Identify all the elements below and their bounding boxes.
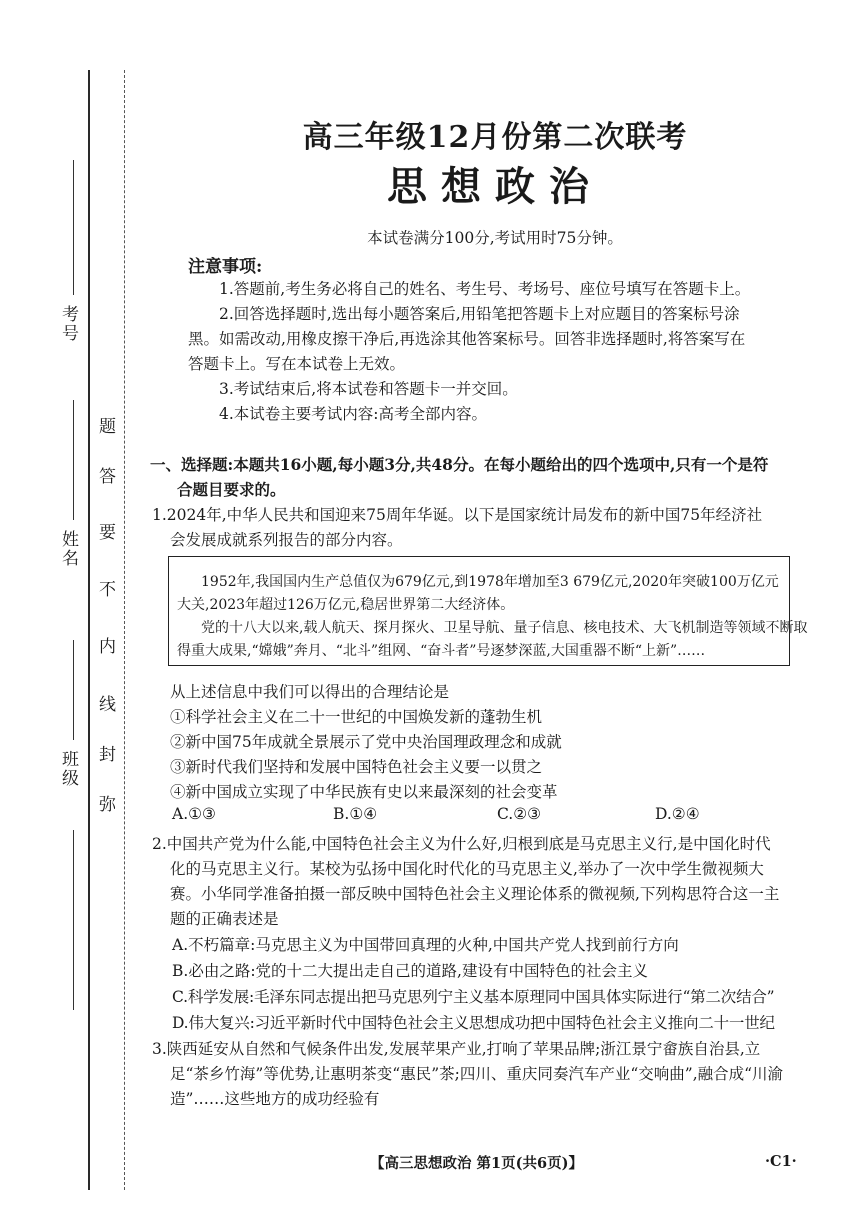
notice-line: 4.本试卷主要考试内容:高考全部内容。 <box>219 405 488 423</box>
notice-line: 2.回答选择题时,选出每小题答案后,用铅笔把答题卡上对应题目的答案标号涂 <box>219 305 740 323</box>
binding-dashed-line <box>124 70 125 1190</box>
q2-option-b: B.必由之路:党的十二大提出走自己的道路,建设有中国特色的社会主义 <box>172 962 648 980</box>
q2-stem: 2.中国共产党为什么能,中国特色社会主义为什么好,归根到底是马克思主义行,是中国化时代 <box>152 835 771 853</box>
q1-material-box <box>168 556 808 666</box>
material-line: 大关,2023年超过126万亿元,稳居世界第二大经济体。 <box>177 597 515 613</box>
q1-item: ④新中国成立实现了中华民族有史以来最深刻的社会变革 <box>170 783 558 801</box>
section-heading-cont: 合题目要求的。 <box>177 480 286 499</box>
q2-option-a: A.不朽篇章:马克思主义为中国带回真理的火种,中国共产党人找到前行方向 <box>172 936 679 954</box>
q1-option-c: C.②③ <box>497 805 542 823</box>
q3-stem: 3.陕西延安从自然和气候条件出发,发展苹果产业,打响了苹果品牌;浙江景宁畲族自治县,立 <box>152 1040 761 1058</box>
exam-meta: 本试卷满分100分,考试用时75分钟。 <box>367 229 623 247</box>
notice-line: 3.考试结束后,将本试卷和答题卡一并交回。 <box>219 380 518 398</box>
q2-option-c: C.科学发展:毛泽东同志提出把马克思列宁主义基本原理同中国具体实际进行“第二次结合” <box>172 988 775 1006</box>
seal-char: 内 <box>99 637 116 657</box>
paper-code: ·C1· <box>765 1153 797 1170</box>
q1-option-b: B.①④ <box>333 805 378 823</box>
name-label: 姓名 <box>58 530 78 568</box>
q1-item: ①科学社会主义在二十一世纪的中国焕发新的蓬勃生机 <box>170 708 543 726</box>
q1-item: ③新时代我们坚持和发展中国特色社会主义要一以贯之 <box>170 758 543 776</box>
q1-option-d: D.②④ <box>655 805 700 823</box>
notice-line: 1.答题前,考生务必将自己的姓名、考生号、考场号、座位号填写在答题卡上。 <box>219 280 751 298</box>
class-field <box>73 640 74 740</box>
seal-char: 要 <box>99 523 116 543</box>
seal-char: 不 <box>99 580 116 600</box>
q3-stem: 造”……这些地方的成功经验有 <box>170 1090 380 1108</box>
material-line: 得重大成果,“嫦娥”奔月、“北斗”组网、“奋斗者”号逐梦深蓝,大国重器不断“上新”…… <box>177 643 706 659</box>
q2-stem: 题的正确表述是 <box>170 910 279 928</box>
q1-stem-cont: 会发展成就系列报告的部分内容。 <box>170 531 403 549</box>
class-field-lower <box>73 830 74 1010</box>
material-line: 1952年,我国国内生产总值仅为679亿元,到1978年增加至3 679亿元,2020年突破100万亿元 <box>201 574 779 590</box>
q1-item: ②新中国75年成就全景展示了党中央治国理政理念和成就 <box>170 733 562 751</box>
seal-char: 题 <box>99 417 116 437</box>
class-label: 班级 <box>58 750 78 788</box>
subject-title: 思想政治 <box>387 163 603 210</box>
q1-prompt: 从上述信息中我们可以得出的合理结论是 <box>170 683 450 701</box>
section-heading: 一、选择题:本题共16小题,每小题3分,共48分。在每小题给出的四个选项中,只有一个是符 <box>150 455 769 474</box>
q1-option-a: A.①③ <box>172 805 216 823</box>
page-info: 【高三思想政治 第1页(共6页)】 <box>370 1155 583 1172</box>
notice-line: 黑。如需改动,用橡皮擦干净后,再选涂其他答案标号。回答非选择题时,将答案写在 <box>188 330 746 348</box>
q2-stem: 赛。小华同学准备拍摄一部反映中国特色社会主义理论体系的微视频,下列构思符合这一主 <box>170 885 780 903</box>
seal-char: 弥 <box>99 795 116 815</box>
exam-number-field <box>73 160 74 295</box>
seal-char: 线 <box>99 695 116 715</box>
q2-stem: 化的马克思主义行。某校为弘扬中国化时代化的马克思主义,举办了一次中学生微视频大 <box>170 860 764 878</box>
q2-option-d: D.伟大复兴:习近平新时代中国特色社会主义思想成功把中国特色社会主义推向二十一世纪 <box>172 1014 775 1032</box>
name-field <box>73 400 74 520</box>
notice-heading: 注意事项: <box>188 257 263 277</box>
material-line: 党的十八大以来,载人航天、探月探火、卫星导航、量子信息、核电技术、大飞机制造等领域不断取 <box>201 620 808 636</box>
q1-stem: 1.2024年,中华人民共和国迎来75周年华诞。以下是国家统计局发布的新中国75年经济社 <box>152 506 763 524</box>
q3-stem: 足“茶乡竹海”等优势,让惠明茶变“惠民”茶;四川、重庆同奏汽车产业“交响曲”,融合成“川渝 <box>170 1065 784 1083</box>
binding-solid-line <box>88 70 90 1190</box>
seal-char: 答 <box>99 467 116 487</box>
exam-number-label: 考号 <box>58 305 78 343</box>
seal-char: 封 <box>99 745 116 765</box>
exam-title: 高三年级12月份第二次联考 <box>302 120 688 155</box>
notice-line: 答题卡上。写在本试卷上无效。 <box>188 355 406 373</box>
